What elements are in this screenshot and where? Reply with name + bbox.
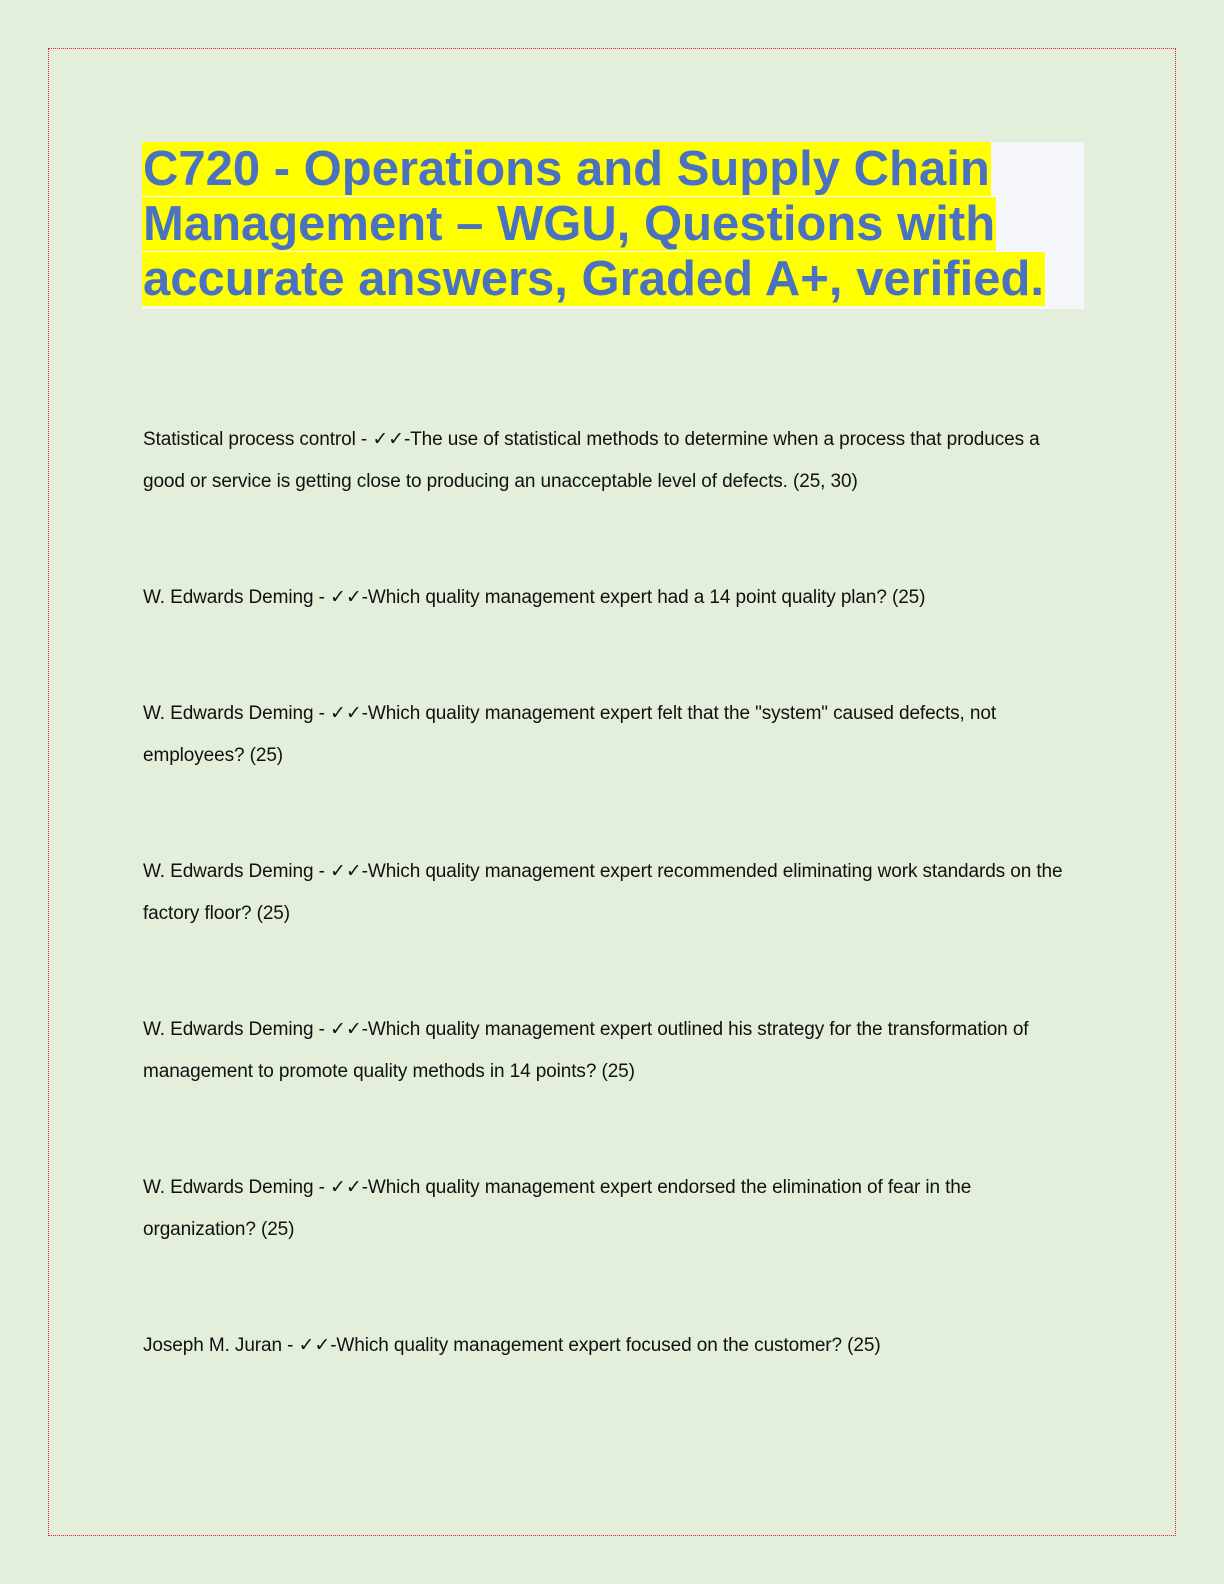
document-title: [142, 142, 1084, 307]
title-line-1: C720 - Operations and Supply Chain: [143, 142, 990, 196]
entry-text: -Which quality management expert had a 14 point quality plan? (25): [361, 587, 926, 608]
qa-entry: [143, 1324, 1085, 1367]
qa-entry: [143, 692, 1085, 777]
title-line-3: accurate answers, Graded A+, verified.: [143, 252, 1045, 306]
qa-entry: [143, 1166, 1085, 1251]
double-check-icon: ✓✓: [330, 860, 362, 882]
entry-term: W. Edwards Deming -: [143, 861, 330, 882]
qa-entry: [143, 1008, 1085, 1093]
double-check-icon: ✓✓: [330, 1176, 362, 1198]
entry-text: -Which quality management expert recommended eliminating work standards on the factory floor? (25): [143, 861, 1063, 924]
entry-text: -Which quality management expert focused on the customer? (25): [330, 1335, 881, 1356]
qa-entry: [143, 850, 1085, 935]
double-check-icon: ✓✓: [330, 1018, 362, 1040]
qa-list: [143, 418, 1085, 1440]
entry-text: -Which quality management expert outlined his strategy for the transformation of management to promote quality methods in 14 points? (25): [143, 1019, 1029, 1082]
entry-text: -Which quality management expert endorsed the elimination of fear in the organization? (25): [143, 1177, 972, 1240]
double-check-icon: ✓✓: [298, 1334, 331, 1356]
double-check-icon: ✓✓: [330, 702, 362, 724]
qa-entry: [143, 418, 1085, 503]
entry-text: -Which quality management expert felt that the "system" caused defects, not employees? (25): [143, 703, 997, 766]
entry-term: W. Edwards Deming -: [143, 1177, 330, 1198]
entry-text: -The use of statistical methods to determine when a process that produces a good or service is getting close to producing an unacceptable level of defects. (25, 30): [143, 429, 1040, 492]
title-block: [142, 142, 1084, 309]
title-line-2: Management – WGU, Questions with: [143, 197, 996, 251]
entry-term: W. Edwards Deming -: [143, 587, 330, 608]
entry-term: Joseph M. Juran -: [143, 1335, 299, 1356]
double-check-icon: ✓✓: [330, 586, 362, 608]
qa-entry: [143, 576, 1085, 619]
entry-term: W. Edwards Deming -: [143, 1019, 330, 1040]
entry-term: W. Edwards Deming -: [143, 703, 330, 724]
double-check-icon: ✓✓: [372, 428, 404, 450]
entry-term: Statistical process control -: [143, 429, 373, 450]
